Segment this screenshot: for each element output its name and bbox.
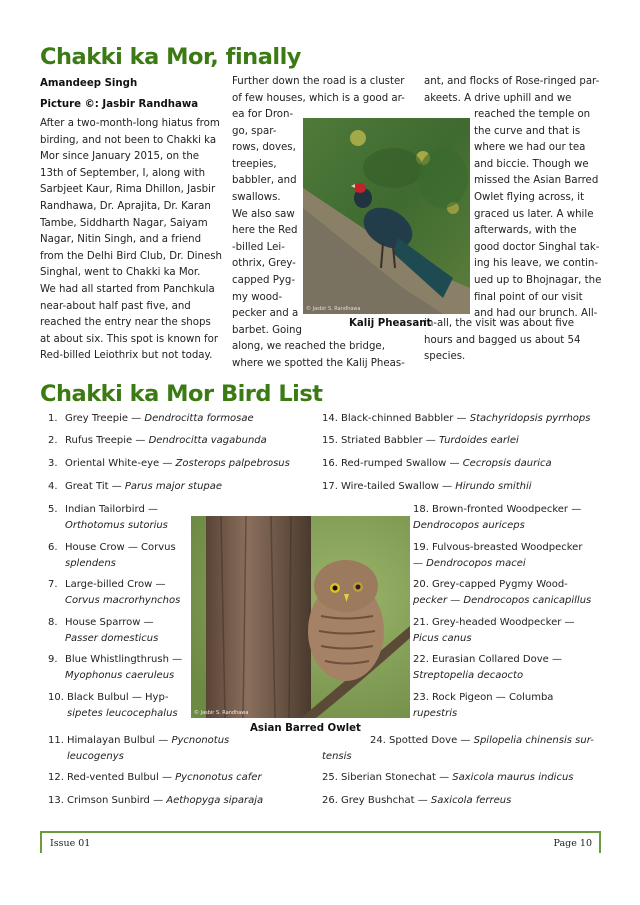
bird-list-item [48, 615, 158, 647]
bird-list-item [322, 433, 519, 449]
bird-list-item [48, 433, 267, 449]
bird-scientific-name: Turdoides earlei [438, 435, 519, 446]
bird-scientific-name: rupestris [413, 708, 458, 719]
bird-scientific-name: Spilopelia chinensis sur- [473, 735, 594, 746]
bird-list-number: 24. [370, 735, 386, 746]
article-text-line: graced us later. A while [474, 208, 594, 220]
bird-list-item [48, 411, 254, 427]
bird-list-item [48, 793, 263, 809]
bird-common-name: Brown-fronted Woodpecker — [432, 504, 582, 515]
article-text-line: in-all, the visit was about five [424, 318, 574, 329]
article-text-line: capped Pyg- [232, 275, 296, 286]
bird-list-item [413, 502, 581, 534]
bird-common-name: Oriental White-eye — [65, 458, 176, 469]
bird-scientific-name: splendens [65, 558, 116, 569]
bird-list-number: 26. [322, 795, 338, 806]
bird-list-number: 23. [413, 692, 429, 703]
bird-scientific-name-cont: tensis [322, 751, 352, 762]
bird-list-number: 21. [413, 617, 429, 628]
bird-list-number: 17. [322, 481, 338, 492]
bird-list-item [322, 479, 532, 495]
bird-common-name: Eurasian Collared Dove — [432, 654, 562, 665]
bird-common-name: Rufus Treepie — [65, 435, 149, 446]
bird-list-item [322, 411, 590, 427]
bird-list-number: 6. [48, 542, 58, 553]
article-text-line: birding, and not been to Chakki ka [40, 134, 217, 146]
bird-list-number: 1. [48, 413, 58, 424]
bird-scientific-name: Dendrocitta formosae [144, 413, 254, 424]
bird-list-number: 18. [413, 504, 429, 515]
article-text-line: swallows. [232, 192, 281, 203]
article-text-line: ant, and flocks of Rose-ringed par- [424, 76, 600, 87]
bird-list-item [48, 652, 182, 684]
bird-list-item [48, 456, 290, 472]
bird-list-item [322, 793, 511, 809]
article-text-line: at about six. This spot is known for [40, 333, 219, 345]
article-title: Chakki ka Mor, finally [40, 44, 301, 70]
bird-common-name: Spotted Dove — [389, 735, 474, 746]
bird-list-number: 3. [48, 458, 58, 469]
bird-list-item [48, 577, 180, 609]
article-text-line: from the Delhi Bird Club, Dr. Dinesh [40, 250, 222, 262]
article-text-line: akeets. A drive uphill and we [424, 92, 572, 104]
bird-scientific-name: Picus canus [413, 633, 472, 644]
article-text-line: rows, doves, [232, 142, 296, 154]
bird-common-name: Black Bulbul — Hyp- [67, 692, 169, 703]
bird-list-item [322, 733, 594, 765]
article-text-line: We had all started from Panchkula [40, 284, 215, 295]
bird-common-name: Red-vented Bulbul — [67, 772, 176, 783]
bird-scientific-name: Hirundo smithii [455, 481, 532, 492]
article-text-line: afterwards, with the [474, 225, 577, 237]
bird-list-number: 20. [413, 579, 429, 590]
article-text-line: We also saw [232, 208, 295, 220]
bird-scientific-name: Aethopyga siparaja [166, 795, 264, 806]
footer-page-number: Page 10 [553, 838, 592, 849]
bird-scientific-name: Pycnonotus cafer [175, 772, 262, 783]
article-text-line: my wood- [232, 291, 283, 303]
article-text-line: where we spotted the Kalij Pheas- [232, 357, 405, 369]
bird-common-name: Striated Babbler — [341, 435, 439, 446]
article-text-line: where we had our tea [474, 142, 586, 154]
article-text-line: reached the temple on [474, 109, 591, 120]
footer-border [40, 831, 601, 853]
bird-list-item [48, 770, 262, 786]
bird-common-name: Siberian Stonechat — [341, 772, 453, 783]
bird-common-name: Grey Bushchat — [341, 795, 431, 806]
bird-common-name: Grey-capped Pygmy Wood- [432, 579, 568, 590]
bird-scientific-name: Passer domesticus [65, 633, 159, 644]
bird-scientific-name: Streptopelia decaocto [413, 670, 524, 681]
bird-list-item [413, 577, 591, 609]
article-text-line: go, spar- [232, 125, 277, 137]
bird-list-number: 12. [48, 772, 64, 783]
bird-list-number: 13. [48, 795, 64, 806]
article-text-line: hours and bagged us about 54 [424, 334, 581, 346]
bird-common-name: Blue Whistlingthrush — [65, 654, 183, 665]
asian-barred-owlet-photo [191, 516, 410, 718]
bird-list-number: 7. [48, 579, 58, 590]
article-text-line: babbler, and [232, 175, 297, 187]
bird-list-title: Chakki ka Mor Bird List [40, 381, 323, 407]
article-text-line: Singhal, went to Chakki ka Mor. [40, 267, 201, 279]
article-text-line: Further down the road is a cluster [232, 76, 405, 87]
bird-scientific-name: Stachyridopsis pyrrhops [469, 413, 591, 424]
bird-common-name: Rock Pigeon — Columba [432, 692, 554, 703]
author-name: Amandeep Singh [40, 78, 138, 89]
bird-list-item [48, 690, 178, 722]
article-text-line: species. [424, 351, 466, 363]
article-text-line: and biccie. Though we [474, 158, 589, 170]
bird-list-number: 5. [48, 504, 58, 515]
bird-list-number: 14. [322, 413, 338, 424]
bird-list-number: 25. [322, 772, 338, 783]
article-text-line: of few houses, which is a good ar- [232, 92, 405, 104]
bird-list-number: 11. [48, 735, 64, 746]
bird-scientific-name: Parus major stupae [124, 481, 223, 492]
bird-list-number: 4. [48, 481, 58, 492]
bird-scientific-name-cont: leucogenys [67, 751, 124, 762]
bird-scientific-name: — Dendrocopos macei [413, 558, 526, 569]
bird-common-name: Black-chinned Babbler — [341, 413, 470, 424]
bird-common-name: Himalayan Bulbul — [67, 735, 172, 746]
bird-list-item [413, 652, 562, 684]
bird-scientific-name: Dendrocitta vagabunda [148, 435, 267, 446]
bird-common-name: Wire-tailed Swallow — [341, 481, 456, 492]
article-text-line: Randhawa, Dr. Aprajita, Dr. Karan [40, 201, 211, 212]
bird-common-name: Great Tit — [65, 481, 125, 492]
article-text-line: othrix, Grey- [232, 258, 296, 270]
bird-common-name: Crimson Sunbird — [67, 795, 167, 806]
article-text-line: final point of our visit [474, 291, 583, 303]
bird-common-name: House Sparrow — [65, 617, 154, 628]
bird-common-name: Large-billed Crow — [65, 579, 166, 590]
bird-scientific-name: Orthotomus sutorius [65, 520, 168, 531]
article-text-line: here the Red [232, 225, 298, 237]
bird-list-number: 2. [48, 435, 58, 446]
article-text-line: along, we reached the bridge, [232, 341, 385, 352]
article-text-line: barbet. Going [232, 324, 302, 336]
article-text-line: treepies, [232, 158, 277, 170]
bird-list-item [413, 540, 582, 572]
bird-common-name: House Crow — Corvus [65, 542, 176, 553]
article-text-line: -billed Lei- [232, 241, 285, 253]
article-text-line: Owlet flying across, it [474, 192, 585, 203]
bird-list-number: 10. [48, 692, 64, 703]
article-text-line: ing his leave, we contin- [474, 258, 599, 270]
bird-list-item [322, 456, 552, 472]
kalij-pheasant-photo [303, 118, 470, 314]
bird-list-number: 9. [48, 654, 58, 665]
bird-scientific-name: Pycnonotus [171, 735, 230, 746]
bird-common-name: Indian Tailorbird — [65, 504, 159, 515]
bird-scientific-name: sipetes leucocephalus [67, 708, 178, 719]
bird-list-number: 8. [48, 617, 58, 628]
bird-common-name: Fulvous-breasted Woodpecker [432, 542, 583, 553]
bird-scientific-name: Saxicola ferreus [430, 795, 512, 806]
kalij-photo-watermark: © Jasbir S. Randhawa [306, 306, 361, 312]
article-text-line: 13th of September, I, along with [40, 167, 206, 179]
bird-scientific-name: Saxicola maurus indicus [452, 772, 574, 783]
bird-list-number: 22. [413, 654, 429, 665]
bird-list-number: 19. [413, 542, 429, 553]
bird-scientific-name: Corvus macrorhynchos [65, 595, 181, 606]
article-text-line: Sarbjeet Kaur, Rima Dhillon, Jasbir [40, 184, 216, 196]
article-text-line: Nagar, Nitin Singh, and a friend [40, 234, 202, 246]
bird-common-name: Red-rumped Swallow — [341, 458, 463, 469]
bird-scientific-name: pecker — Dendrocopos canicapillus [413, 595, 592, 606]
owlet-photo-watermark: © Jasbir S. Randhawa [194, 710, 249, 716]
article-text-line: Mor since January 2015, on the [40, 151, 200, 163]
kalij-pheasant-caption: Kalij Pheasant [349, 318, 432, 329]
bird-list-number: 15. [322, 435, 338, 446]
owlet-caption: Asian Barred Owlet [250, 723, 361, 734]
article-text-line: good doctor Singhal tak- [474, 241, 600, 253]
picture-credit: Picture ©: Jasbir Randhawa [40, 99, 199, 110]
bird-scientific-name: Dendrocopos auriceps [413, 520, 525, 531]
bird-scientific-name: Myophonus caeruleus [65, 670, 175, 681]
bird-scientific-name: Zosterops palpebrosus [175, 458, 290, 469]
bird-list-item [322, 770, 574, 786]
article-text-line: After a two-month-long hiatus from [40, 118, 220, 129]
article-text-line: reached the entry near the shops [40, 317, 211, 329]
article-text-line: missed the Asian Barred [474, 175, 599, 187]
bird-list-item [48, 479, 222, 495]
article-text-line: and had our brunch. All- [474, 308, 598, 320]
bird-scientific-name: Cecropsis daurica [462, 458, 552, 469]
bird-list-item [413, 615, 575, 647]
article-text-line: ued up to Bhojnagar, the [474, 275, 602, 286]
article-text-line: near-about half past five, and [40, 300, 191, 312]
article-text-line: Tambe, Siddharth Nagar, Saiyam [40, 217, 208, 229]
bird-common-name: Grey-headed Woodpecker — [432, 617, 575, 628]
bird-list-number: 16. [322, 458, 338, 469]
article-text-line: ea for Dron- [232, 109, 294, 120]
bird-list-item [48, 733, 229, 765]
article-text-line: Red-billed Leiothrix but not today. [40, 350, 213, 362]
bird-common-name: Grey Treepie — [65, 413, 145, 424]
article-text-line: pecker and a [232, 308, 299, 320]
bird-list-item [48, 540, 176, 572]
footer-issue: Issue 01 [50, 838, 91, 849]
article-text-line: the curve and that is [474, 125, 581, 137]
bird-list-item [413, 690, 553, 722]
bird-list-item [48, 502, 168, 534]
